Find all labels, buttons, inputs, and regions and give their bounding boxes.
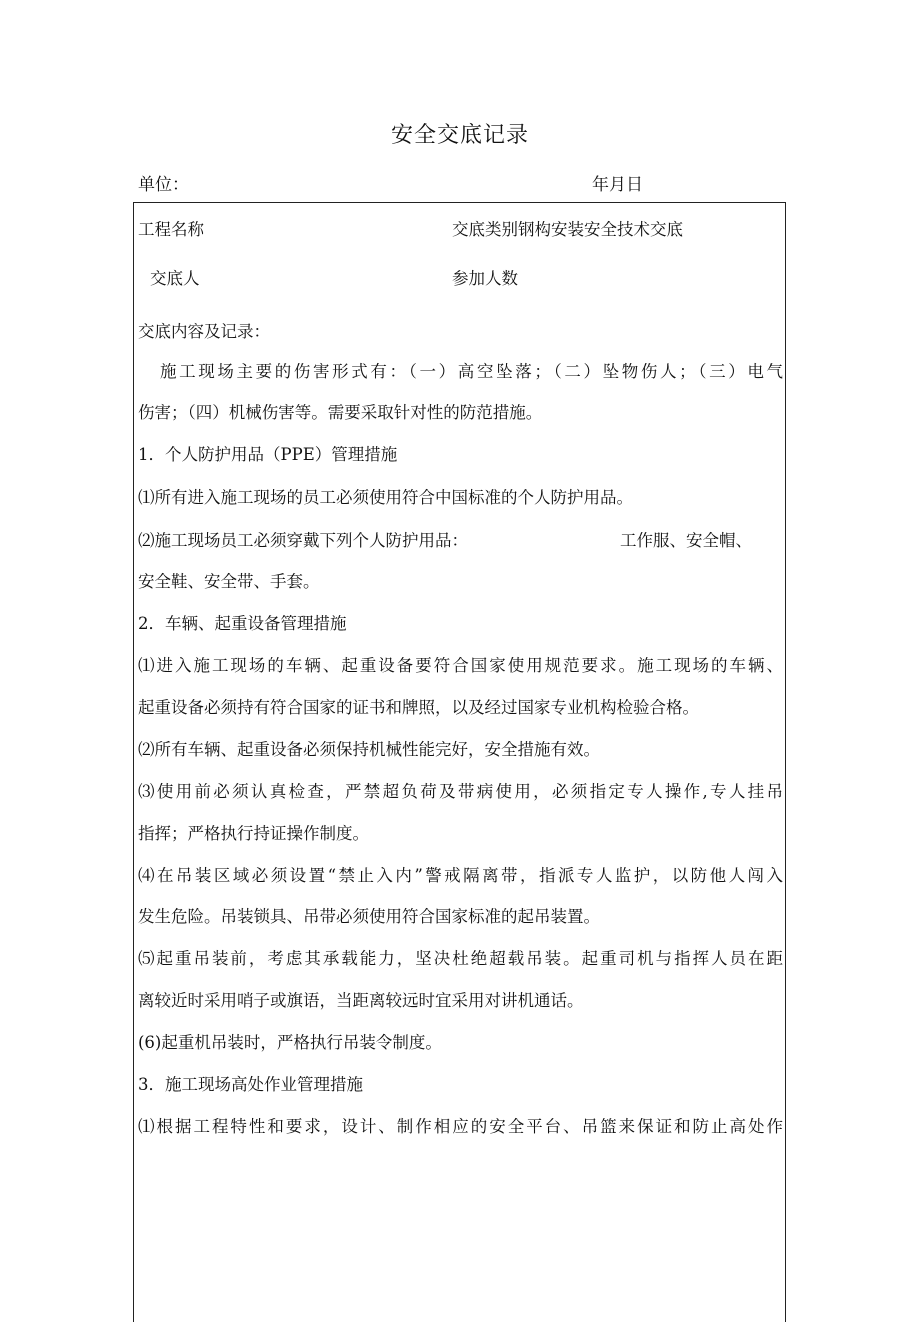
date-label: 年月日 [592,175,643,195]
content-line: 施工现场主要的伤害形式有：（一）高空坠落；（二）坠物伤人；（三）电气 [160,362,783,381]
content-line: ⑷在吊装区域必须设置“禁止入内”警戒隔离带，指派专人监护，以防他人闯入 [138,866,783,885]
unit-label: 单位： [138,175,189,195]
content-line: 发生危险。吊装锁具、吊带必须使用符合国家标准的起吊装置。 [138,907,600,926]
content-line: 指挥；严格执行持证操作制度。 [138,824,369,843]
content-line: ⑵施工现场员工必须穿戴下列个人防护用品： [138,531,468,550]
presenter-label: 交底人 [150,269,200,288]
content-line: 安全鞋、安全带、手套。 [138,572,320,591]
content-line: ⑴进入施工现场的车辆、起重设备要符合国家使用规范要求。施工现场的车辆、 [138,656,783,675]
content-line: ⑴所有进入施工现场的员工必须使用符合中国标准的个人防护用品。 [138,488,633,507]
content-line: 伤害；（四）机械伤害等。需要采取针对性的防范措施。 [138,403,543,422]
content-line: 离较近时采用哨子或旗语，当距离较远时宜采用对讲机通话。 [138,991,584,1010]
section-heading: 1．个人防护用品（PPE）管理措施 [138,445,398,464]
content-line: ⑶使用前必须认真检查，严禁超负荷及带病使用，必须指定专人操作,专人挂吊 [138,782,783,801]
content-line: 起重设备必须持有符合国家的证书和牌照，以及经过国家专业机构检验合格。 [138,698,699,717]
section-heading: 2．车辆、起重设备管理措施 [138,614,347,633]
content-line: 工作服、安全帽、 [620,531,752,550]
category-label: 交底类别钢构安装安全技术交底 [452,220,683,239]
content-line: (6)起重机吊装时，严格执行吊装令制度。 [138,1033,442,1052]
content-heading: 交底内容及记录： [138,322,270,341]
document-title: 安全交底记录 [390,123,529,148]
content-line: ⑸起重吊装前，考虑其承载能力，坚决杜绝超载吊装。起重司机与指挥人员在距 [138,949,783,968]
section-heading: 3．施工现场高处作业管理措施 [138,1075,363,1094]
content-line: ⑵所有车辆、起重设备必须保持机械性能完好，安全措施有效。 [138,740,600,759]
project-name-label: 工程名称 [138,220,204,239]
participants-label: 参加人数 [452,269,518,288]
content-line: ⑴根据工程特性和要求，设计、制作相应的安全平台、吊篮来保证和防止高处作 [138,1117,783,1136]
